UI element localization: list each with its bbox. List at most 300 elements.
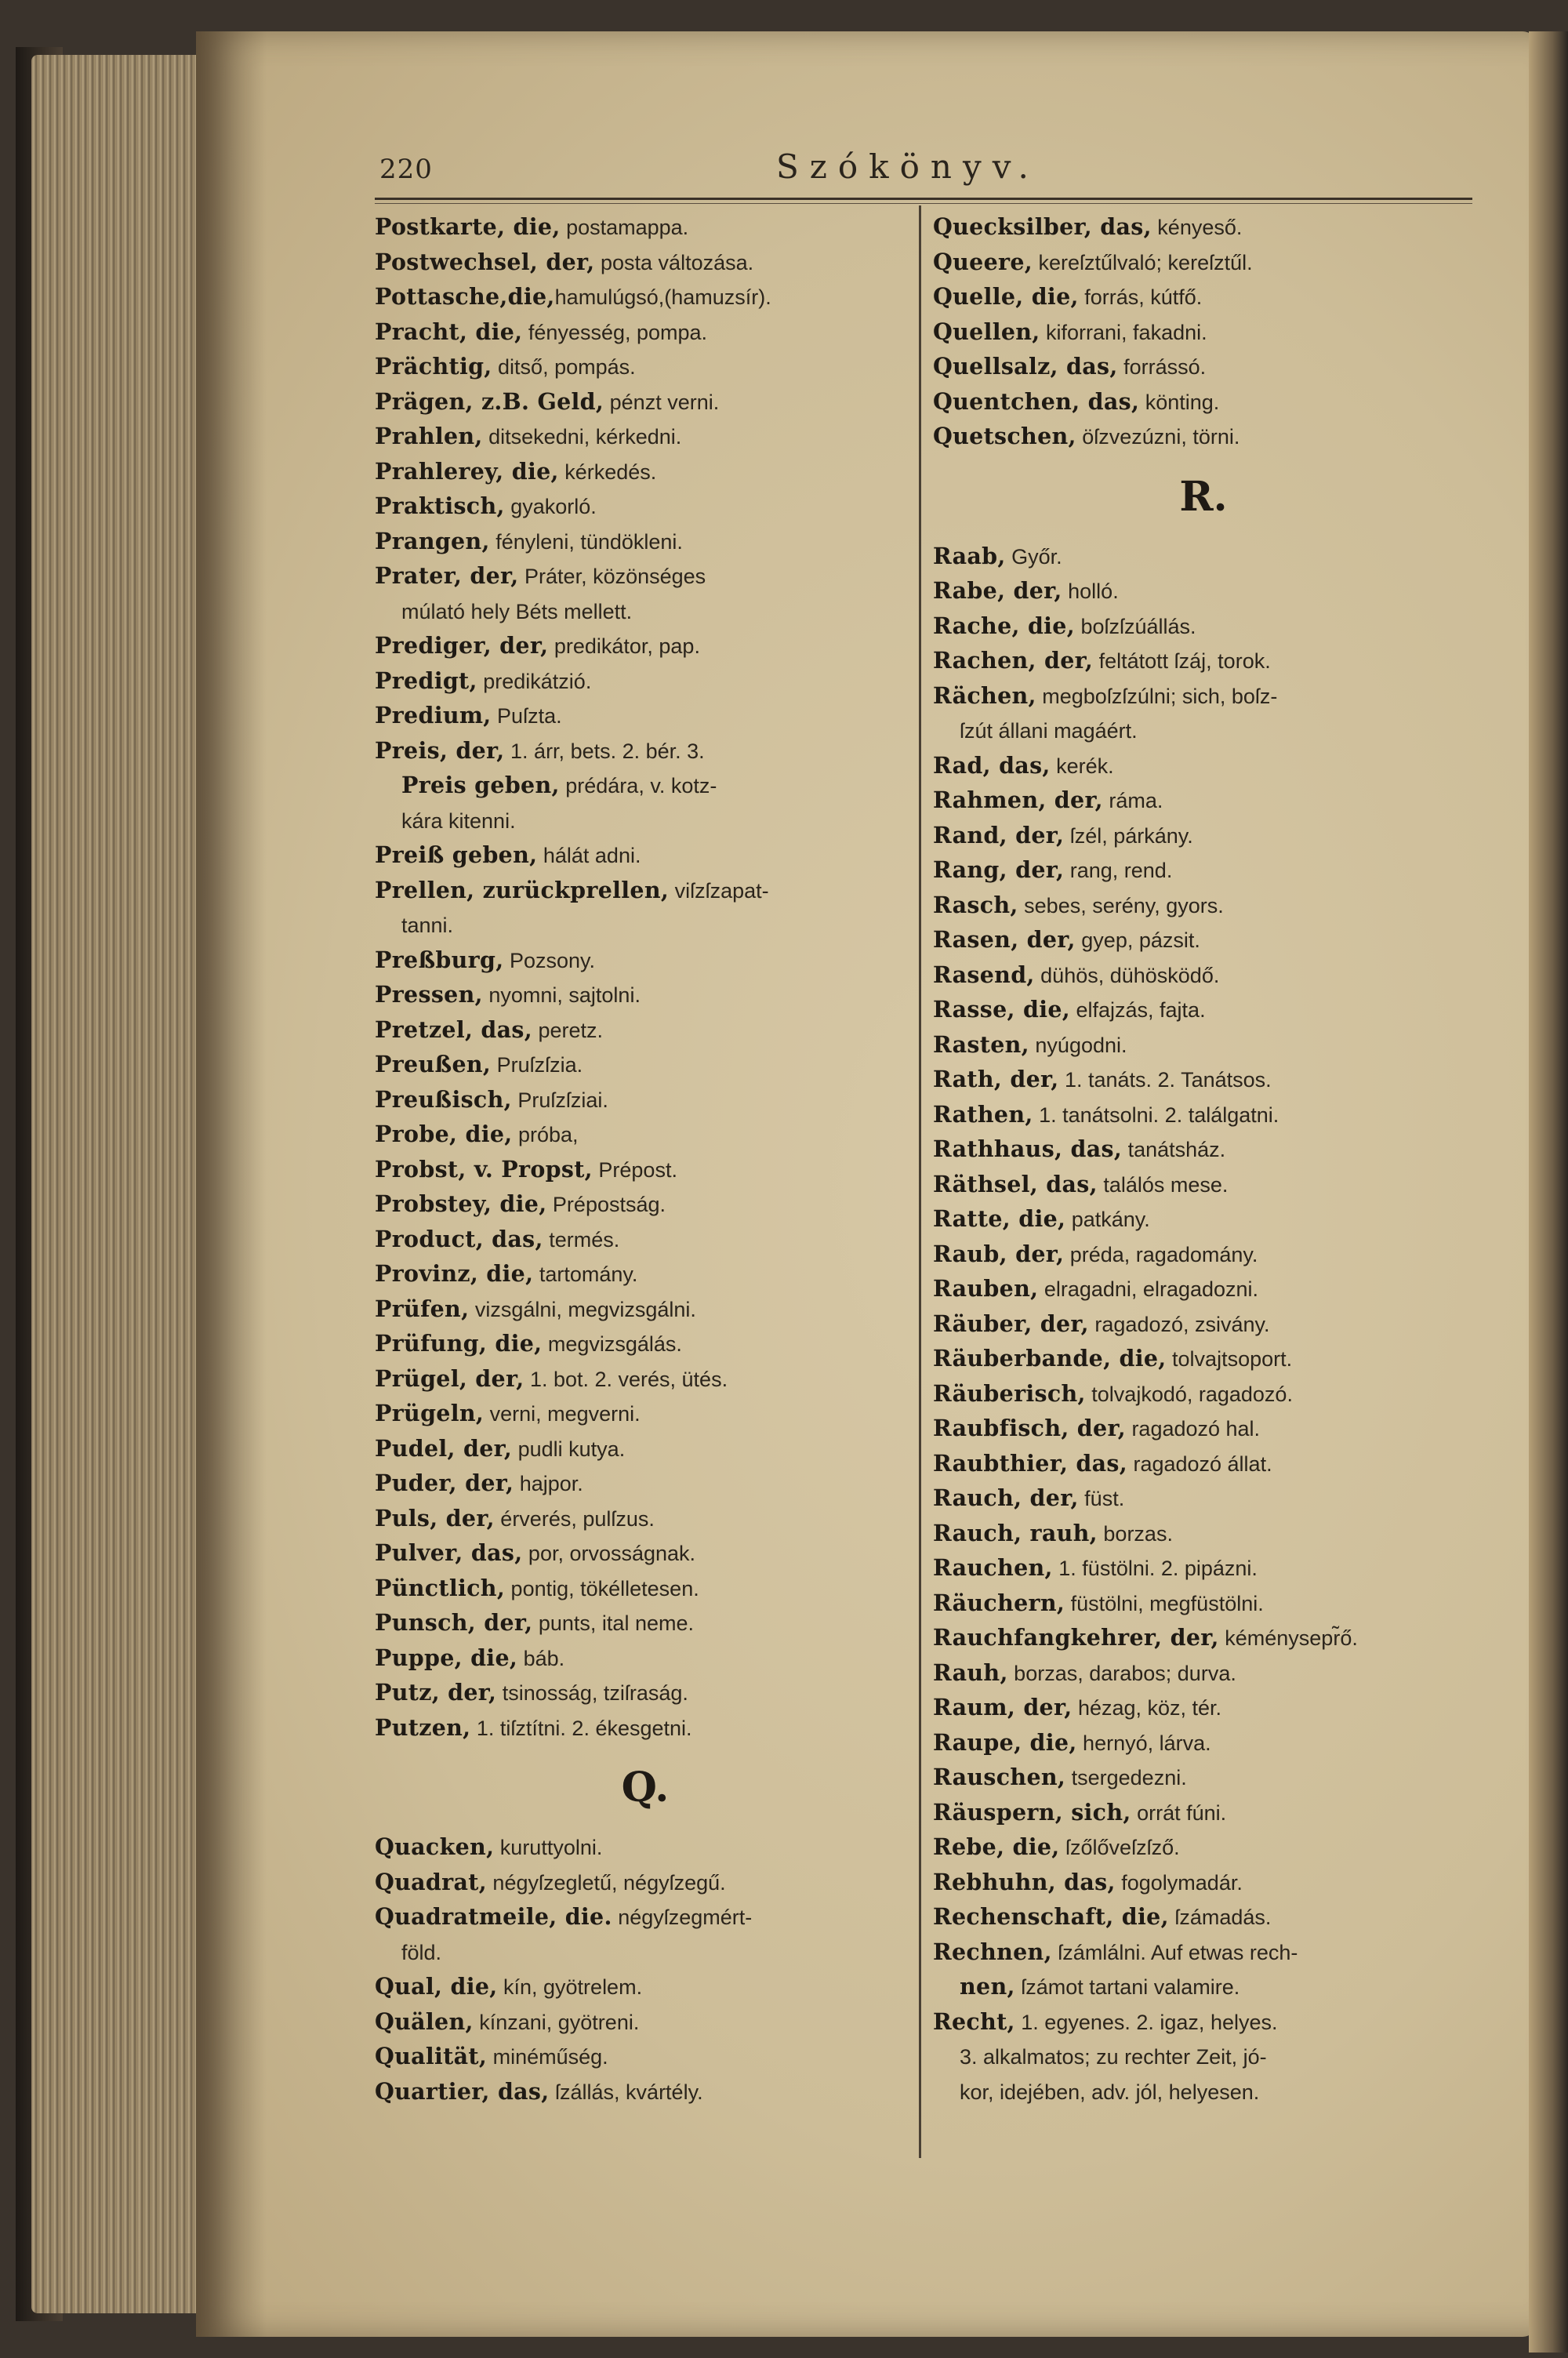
dictionary-entry — [933, 1412, 1474, 1447]
entry-translation: tolvajtsoport. — [1166, 1347, 1293, 1371]
dictionary-entry-continuation — [933, 2040, 1474, 2075]
entry-headword: Rauch, rauh, — [933, 1519, 1098, 1546]
dictionary-entry — [933, 958, 1474, 994]
entry-headword: Quetschen, — [933, 423, 1076, 449]
entry-headword: Rechnen, — [933, 1938, 1052, 1965]
entry-translation: sebes, serény, gyors. — [1018, 893, 1224, 917]
entry-translation: ſzállás, kvártély. — [549, 2080, 703, 2104]
dictionary-entry — [933, 1447, 1474, 1482]
entry-translation: kára kitenni. — [401, 808, 516, 833]
dictionary-entry — [375, 1187, 916, 1223]
entry-translation: tanátsház. — [1122, 1138, 1226, 1161]
entry-translation: predikátor, pap. — [548, 634, 700, 658]
dictionary-entry — [375, 525, 916, 560]
entry-headword: Rasten, — [933, 1030, 1029, 1058]
entry-headword: Rasen, der, — [933, 926, 1076, 953]
entry-translation: préda, ragadomány. — [1064, 1242, 1258, 1266]
entry-translation: kiforrani, fakadni. — [1040, 320, 1207, 344]
entry-headword: Probstey, die, — [375, 1190, 547, 1217]
dictionary-entry-continuation — [375, 908, 916, 943]
entry-translation: kuruttyolni. — [494, 1836, 603, 1859]
entry-headword: Rathen, — [933, 1100, 1033, 1128]
entry-translation: fényesség, pompa. — [522, 320, 708, 344]
dictionary-entry — [375, 1362, 916, 1397]
dictionary-entry — [375, 2075, 916, 2110]
entry-translation: patkány. — [1065, 1208, 1150, 1231]
dictionary-entry — [375, 1502, 916, 1537]
dictionary-entry — [933, 1935, 1474, 1971]
entry-headword: Pressen, — [375, 981, 483, 1008]
dictionary-entry-continuation — [375, 594, 916, 630]
dictionary-entry-continuation — [933, 714, 1474, 749]
dictionary-entry — [375, 210, 916, 245]
entry-headword: Rächen, — [933, 681, 1036, 709]
entry-headword: Ratte, die, — [933, 1205, 1066, 1232]
entry-headword: Prüfung, die, — [375, 1330, 543, 1357]
dictionary-entry — [933, 679, 1474, 714]
entry-translation: prédára, v. kotz- — [559, 774, 717, 798]
entry-translation: ragadozó hal. — [1125, 1417, 1261, 1441]
section-letter: R. — [1179, 472, 1228, 521]
entry-headword: Quelle, die, — [933, 283, 1079, 310]
entry-translation: négyſzegmért- — [612, 1906, 753, 1929]
dictionary-entry — [933, 1760, 1474, 1796]
entry-headword: Prater, der, — [375, 562, 519, 589]
dictionary-entry — [933, 350, 1474, 385]
entry-translation: füstölni, megfüstölni. — [1065, 1591, 1264, 1615]
entry-headword: Predigt, — [375, 667, 477, 694]
entry-headword: Puder, der, — [375, 1470, 514, 1496]
dictionary-entry — [375, 245, 916, 281]
entry-headword: Rauchfangkehrer, der, — [933, 1624, 1219, 1651]
dictionary-entry — [933, 1900, 1474, 1935]
entry-headword: Raum, der, — [933, 1694, 1073, 1720]
entry-headword: Quadrat, — [375, 1868, 487, 1895]
entry-translation: Pruſzſziai. — [511, 1088, 608, 1112]
entry-translation: termés. — [543, 1227, 620, 1252]
entry-headword: Rang, der, — [933, 856, 1065, 883]
dictionary-entry — [933, 1621, 1474, 1656]
dictionary-entry — [933, 1796, 1474, 1831]
dictionary-entry — [933, 245, 1474, 281]
entry-translation: hernyó, lárva. — [1076, 1731, 1211, 1755]
entry-headword: Putz, der, — [375, 1679, 497, 1706]
entry-headword: Prächtig, — [375, 353, 492, 380]
entry-translation: találós mese. — [1097, 1172, 1229, 1197]
entry-translation: viſzſzapat- — [669, 878, 769, 903]
entry-headword: Prangen, — [375, 527, 490, 554]
entry-translation: hézag, köz, tér. — [1072, 1696, 1222, 1720]
dictionary-entry — [933, 749, 1474, 784]
right-column — [933, 210, 1474, 2109]
entry-translation: kín, gyötrelem. — [497, 1975, 643, 1999]
entry-translation: pontig, tökélletesen. — [505, 1576, 699, 1600]
entry-translation: verni, megverni. — [484, 1402, 641, 1426]
entry-headword: Pracht, die, — [375, 318, 523, 345]
entry-headword: Rebe, die, — [933, 1833, 1060, 1860]
entry-headword: Quartier, das, — [375, 2077, 550, 2105]
entry-translation: tanni. — [401, 914, 454, 937]
page-number: 220 — [379, 154, 433, 185]
entry-translation: vizsgálni, megvizsgálni. — [469, 1297, 696, 1321]
dictionary-entry — [933, 1342, 1474, 1377]
entry-headword: Räthsel, das, — [933, 1170, 1098, 1197]
entry-translation: feltátott ſzáj, torok. — [1093, 649, 1271, 673]
dictionary-entry-continuation — [375, 1935, 916, 1971]
entry-headword: Räuchern, — [933, 1589, 1065, 1616]
entry-headword: Rasend, — [933, 961, 1035, 988]
entry-headword: Rand, der, — [933, 821, 1065, 848]
entry-translation: fényleni, tündökleni. — [489, 529, 683, 554]
entry-headword: Recht, — [933, 2007, 1015, 2035]
entry-translation: kérkedés. — [558, 460, 657, 484]
entry-headword: Prellen, zurückprellen, — [375, 876, 670, 903]
entry-translation: boſzſzúállás. — [1074, 614, 1196, 638]
entry-translation: próba, — [512, 1123, 579, 1146]
entry-translation: báb. — [517, 1646, 565, 1670]
entry-headword: Prägen, z.B. Geld, — [375, 387, 604, 415]
entry-headword: Preis geben, — [401, 772, 560, 798]
dictionary-entry — [375, 1327, 916, 1362]
entry-translation: por, orvosságnak. — [522, 1542, 696, 1565]
entry-translation: ditsekedni, kérkedni. — [482, 425, 682, 449]
entry-headword: Rachen, der, — [933, 647, 1094, 674]
entry-headword: Raubfisch, der, — [933, 1415, 1126, 1441]
entry-headword: Prediger, der, — [375, 632, 549, 659]
entry-headword: Quacken, — [375, 1833, 495, 1860]
entry-translation: nyúgodni. — [1029, 1033, 1127, 1057]
entry-headword: Räuber, der, — [933, 1310, 1089, 1337]
entry-translation: ragadozó állat. — [1127, 1451, 1272, 1476]
entry-headword: Rasch, — [933, 891, 1018, 918]
entry-headword: Pulver, das, — [375, 1539, 523, 1566]
dictionary-entry — [933, 1063, 1474, 1098]
entry-translation: punts, ital neme. — [532, 1611, 694, 1635]
left-column — [375, 210, 916, 2109]
entry-translation: ſzámlálni. Auf etwas rech- — [1051, 1940, 1298, 1964]
dictionary-entry — [933, 1202, 1474, 1237]
entry-translation: hálát adni. — [537, 844, 641, 867]
entry-headword: Raub, der, — [933, 1240, 1065, 1267]
entry-headword: Pünctlich, — [375, 1574, 506, 1601]
entry-headword: nen, — [960, 1973, 1015, 2000]
dictionary-entry — [375, 1048, 916, 1083]
entry-translation: kínzani, gyötreni. — [473, 2010, 640, 2034]
dictionary-entry — [933, 1830, 1474, 1866]
gutter-shadow — [196, 31, 267, 2337]
dictionary-entry — [375, 1970, 916, 2005]
dictionary-entry — [375, 943, 916, 979]
entry-headword: Qualität, — [375, 2043, 488, 2069]
dictionary-entry-continuation — [933, 2075, 1474, 2110]
entry-translation: nyomni, sajtolni. — [482, 983, 641, 1007]
entry-headword: Quellsalz, das, — [933, 353, 1118, 380]
dictionary-entry — [375, 489, 916, 525]
dictionary-entry — [933, 1168, 1474, 1203]
entry-headword: Rabe, der, — [933, 577, 1062, 604]
dictionary-entry-continuation — [375, 804, 916, 839]
entry-headword: Postkarte, die, — [375, 213, 561, 240]
dictionary-entry — [933, 1307, 1474, 1342]
dictionary-entry — [933, 609, 1474, 645]
entry-headword: Rasse, die, — [933, 996, 1070, 1023]
entry-translation: pudli kutya. — [512, 1437, 626, 1461]
dictionary-entry — [933, 280, 1474, 315]
entry-translation: múlató hely Béts mellett. — [401, 599, 633, 623]
dictionary-entry — [375, 455, 916, 490]
entry-translation: négyſzegletű, négyſzegű. — [486, 1870, 726, 1895]
entry-headword: Rache, die, — [933, 612, 1075, 639]
entry-translation: ſzél, párkány. — [1064, 823, 1193, 848]
entry-translation: érverés, pulſzus. — [494, 1506, 655, 1531]
dictionary-entry — [933, 1551, 1474, 1586]
entry-headword: Quentchen, das, — [933, 387, 1140, 415]
dictionary-entry — [375, 1257, 916, 1292]
entry-translation: föld. — [401, 1940, 442, 1964]
entry-headword: Rauh, — [933, 1659, 1008, 1686]
entry-headword: Rad, das, — [933, 751, 1051, 779]
entry-translation: Prépost. — [592, 1157, 677, 1182]
entry-headword: Rebhuhn, das, — [933, 1868, 1116, 1895]
entry-headword: Rauschen, — [933, 1764, 1066, 1790]
dictionary-entry — [375, 1606, 916, 1641]
dictionary-entry — [375, 734, 916, 769]
dictionary-entry — [375, 559, 916, 594]
entry-translation: peretz. — [532, 1018, 604, 1042]
entry-headword: Postwechsel, der, — [375, 248, 595, 275]
entry-headword: Puls, der, — [375, 1504, 495, 1531]
entry-translation: minéműség. — [487, 2045, 608, 2069]
entry-headword: Räuberisch, — [933, 1379, 1086, 1407]
entry-translation: elragadni, elragadozni. — [1038, 1277, 1259, 1301]
dictionary-entry — [933, 1098, 1474, 1133]
entry-headword: Rahmen, der, — [933, 787, 1103, 813]
entry-translation: postamappa. — [560, 216, 689, 239]
dictionary-entry-continuation — [375, 768, 916, 804]
entry-headword: Preußen, — [375, 1051, 492, 1077]
dictionary-entry — [375, 1117, 916, 1153]
dictionary-entry — [933, 1481, 1474, 1517]
entry-translation: kereſztűlvaló; kereſztűl. — [1032, 250, 1253, 274]
entry-translation: borzas, darabos; durva. — [1007, 1661, 1236, 1685]
entry-translation: Puſzta. — [491, 704, 562, 728]
entry-translation: 1. tiſztítni. 2. ékesgetni. — [470, 1716, 692, 1740]
entry-translation: hajpor. — [514, 1472, 583, 1495]
dictionary-entry — [375, 1083, 916, 1118]
section-letter: Q. — [621, 1764, 670, 1811]
entry-translation: megboſzſzúlni; sich, boſz- — [1036, 684, 1278, 708]
entry-translation: ragadozó, zsivány. — [1088, 1312, 1270, 1336]
entry-headword: Pottasche,die, — [375, 283, 555, 310]
dictionary-entry — [933, 2005, 1474, 2040]
entry-headword: Preßburg, — [375, 946, 504, 973]
entry-headword: Raab, — [933, 542, 1006, 569]
dictionary-entry — [375, 1153, 916, 1188]
entry-headword: Rauben, — [933, 1275, 1039, 1302]
entry-translation: 1. tanátsolni. 2. találgatni. — [1033, 1103, 1279, 1127]
entry-headword: Preis, der, — [375, 736, 505, 764]
dictionary-entry — [933, 574, 1474, 609]
dictionary-entry — [933, 210, 1474, 245]
entry-headword: Prahlerey, die, — [375, 457, 559, 485]
dictionary-entry — [375, 2005, 916, 2040]
entry-translation: kényeső. — [1151, 216, 1243, 239]
entry-headword: Rauch, der, — [933, 1484, 1079, 1511]
entry-headword: Rauchen, — [933, 1554, 1053, 1581]
entry-translation: megvizsgálás. — [542, 1332, 682, 1356]
dictionary-entry — [375, 420, 916, 455]
entry-translation: Pozsony. — [503, 948, 596, 972]
entry-headword: Rechenschaft, die, — [933, 1903, 1169, 1930]
entry-translation: tartomány. — [533, 1263, 638, 1286]
entry-headword: Puppe, die, — [375, 1644, 518, 1671]
entry-translation: kéménysepr̃ő. — [1218, 1626, 1358, 1650]
dictionary-entry-continuation — [933, 1970, 1474, 2005]
dictionary-entry — [933, 1377, 1474, 1412]
dictionary-entry — [933, 1132, 1474, 1168]
right-page-edge — [1529, 31, 1568, 2353]
dictionary-entry — [933, 540, 1474, 575]
dictionary-entry — [375, 629, 916, 664]
entry-headword: Quellen, — [933, 318, 1040, 345]
entry-headword: Prügel, der, — [375, 1364, 524, 1392]
entry-translation: kerék. — [1050, 754, 1114, 778]
dictionary-entry — [375, 978, 916, 1013]
dictionary-entry — [375, 1866, 916, 1901]
dictionary-entry — [375, 1571, 916, 1607]
entry-headword: Rath, der, — [933, 1066, 1059, 1092]
entry-translation: Pruſzſzia. — [491, 1053, 583, 1077]
dictionary-entry — [933, 819, 1474, 854]
dictionary-entry — [933, 853, 1474, 888]
dictionary-entry — [933, 888, 1474, 924]
entry-translation: forrás, kútfő. — [1078, 285, 1203, 309]
dictionary-entry — [933, 1586, 1474, 1622]
entry-headword: Rathhaus, das, — [933, 1135, 1123, 1162]
header-rule — [375, 198, 1472, 200]
entry-translation: elfajzás, fajta. — [1069, 998, 1206, 1022]
dictionary-entry — [933, 1272, 1474, 1307]
dictionary-entry — [933, 1517, 1474, 1552]
entry-translation: 1. tanáts. 2. Tanátsos. — [1058, 1068, 1272, 1092]
entry-headword: Probe, die, — [375, 1121, 513, 1147]
dictionary-entry — [375, 699, 916, 734]
entry-translation: öſzvezúzni, törni. — [1076, 425, 1240, 449]
dictionary-entry — [375, 1466, 916, 1502]
column-divider — [919, 205, 921, 2158]
dictionary-entry — [933, 1691, 1474, 1726]
dictionary-entry — [375, 1292, 916, 1328]
running-head: Szókönyv. — [776, 147, 1040, 186]
entry-headword: Punsch, der, — [375, 1609, 533, 1636]
dictionary-entry — [375, 350, 916, 385]
entry-translation: 3. alkalmatos; zu rechter Zeit, jó- — [960, 2045, 1267, 2069]
entry-translation: rang, rend. — [1064, 859, 1173, 882]
dictionary-entry — [933, 993, 1474, 1028]
entry-translation: ſzút állani magáért. — [960, 719, 1138, 743]
dictionary-entry — [933, 385, 1474, 420]
entry-translation: fogolymadár. — [1115, 1870, 1243, 1895]
entry-headword: Raubthier, das, — [933, 1449, 1127, 1477]
dictionary-entry — [933, 1237, 1474, 1273]
entry-translation: ſzőlőveſzſző. — [1059, 1836, 1180, 1859]
entry-headword: Pretzel, das, — [375, 1016, 532, 1043]
entry-headword: Queere, — [933, 248, 1033, 275]
dictionary-entry — [933, 1866, 1474, 1901]
header-rule-thin — [375, 203, 1472, 204]
entry-headword: Raupe, die, — [933, 1728, 1077, 1756]
dictionary-entry — [375, 664, 916, 699]
dictionary-entry — [933, 1656, 1474, 1691]
dictionary-entry — [375, 1830, 916, 1866]
entry-headword: Probst, v. Propst, — [375, 1155, 593, 1183]
entry-headword: Putzen, — [375, 1713, 471, 1741]
entry-headword: Quälen, — [375, 2007, 474, 2035]
entry-translation: kor, idejében, adv. jól, helyesen. — [960, 2080, 1260, 2104]
entry-headword: Quadratmeile, die. — [375, 1903, 612, 1930]
entry-headword: Prahlen, — [375, 423, 483, 449]
dictionary-entry — [375, 1711, 916, 1746]
book-page-stack — [31, 55, 196, 2313]
entry-translation: Práter, közönséges — [518, 565, 706, 588]
entry-headword: Prügeln, — [375, 1400, 485, 1426]
entry-headword: Prüfen, — [375, 1295, 470, 1322]
entry-headword: Pudel, der, — [375, 1434, 513, 1462]
dictionary-entry — [375, 838, 916, 874]
entry-translation: ditső, pompás. — [492, 355, 636, 379]
entry-translation: holló. — [1062, 580, 1119, 603]
dictionary-entry — [933, 315, 1474, 351]
entry-headword: Preußisch, — [375, 1085, 512, 1113]
dictionary-entry — [375, 280, 916, 315]
entry-translation: ſzámot tartani valamire. — [1014, 1975, 1240, 1999]
entry-translation: 1. egyenes. 2. igaz, helyes. — [1014, 2010, 1278, 2034]
entry-translation: füst. — [1078, 1487, 1125, 1510]
entry-translation: tsergedezni. — [1065, 1766, 1187, 1789]
dictionary-entry — [375, 1900, 916, 1935]
dictionary-entry — [933, 644, 1474, 679]
entry-headword: Product, das, — [375, 1225, 543, 1252]
entry-translation: posta változása. — [594, 250, 754, 274]
entry-headword: Quecksilber, das, — [933, 213, 1152, 240]
dictionary-entry — [933, 420, 1474, 455]
entry-translation: tsinosság, tziſraság. — [496, 1681, 688, 1705]
dictionary-entry — [933, 1726, 1474, 1761]
dictionary-entry — [933, 923, 1474, 958]
entry-headword: Praktisch, — [375, 492, 505, 519]
dictionary-entry — [375, 2040, 916, 2075]
dictionary-entry — [375, 1013, 916, 1048]
entry-translation: predikátzió. — [477, 669, 592, 693]
dictionary-entry — [375, 1223, 916, 1258]
entry-translation: Prépostság. — [546, 1193, 666, 1216]
dictionary-entry — [375, 1641, 916, 1677]
entry-translation: forrássó. — [1117, 355, 1207, 379]
entry-translation: Győr. — [1005, 544, 1062, 569]
entry-headword: Räuspern, sich, — [933, 1798, 1131, 1826]
entry-translation: 1. bot. 2. verés, ütés. — [524, 1367, 728, 1391]
dictionary-entry — [375, 1432, 916, 1467]
entry-translation: pénzt verni. — [604, 390, 720, 414]
entry-headword: Räuberbande, die, — [933, 1345, 1167, 1372]
dictionary-entry — [933, 783, 1474, 819]
entry-translation: tolvajkodó, ragadozó. — [1085, 1382, 1293, 1406]
entry-translation: könting. — [1139, 390, 1220, 414]
entry-translation: hamulúgsó,(hamuzsír). — [554, 285, 771, 309]
dictionary-entry — [375, 1676, 916, 1711]
entry-translation: gyep, pázsit. — [1075, 928, 1200, 952]
entry-translation: 1. árr, bets. 2. bér. 3. — [504, 739, 705, 763]
